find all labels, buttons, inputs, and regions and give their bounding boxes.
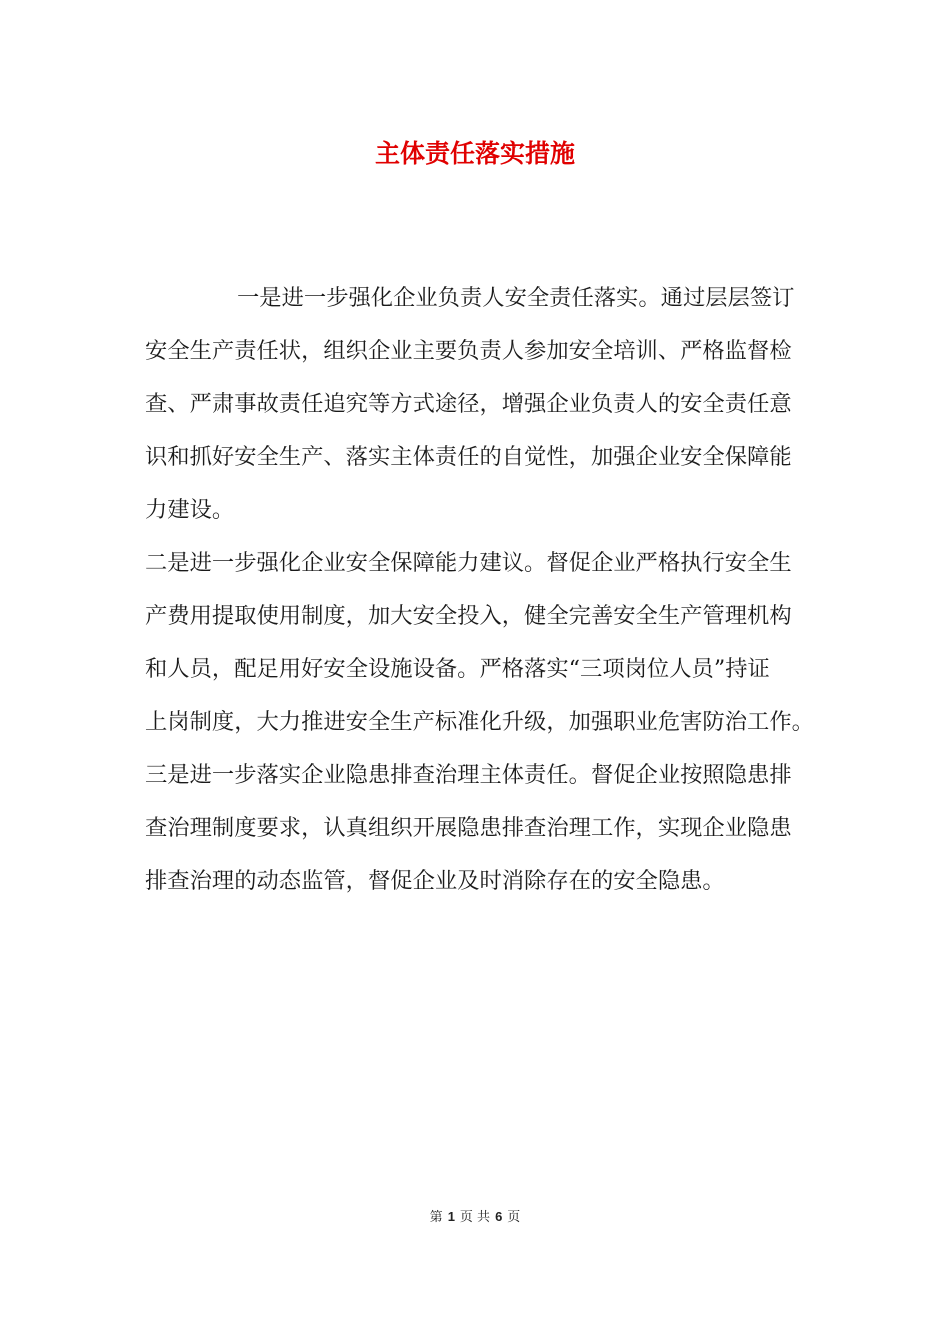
paragraph-line: 一是进一步强化企业负责人安全责任落实。通过层层签订: [237, 285, 795, 311]
footer-middle: 页 共: [459, 1210, 491, 1225]
footer-suffix: 页: [507, 1210, 521, 1225]
total-page-number: 6: [495, 1209, 503, 1224]
current-page-number: 1: [447, 1209, 455, 1224]
paragraph-line: 安全生产责任状，组织企业主要负责人参加安全培训、严格监督检: [145, 338, 792, 364]
paragraph-line: 上岗制度，大力推进安全生产标准化升级，加强职业危害防治工作。: [145, 709, 814, 735]
document-title: 主体责任落实措施: [374, 139, 575, 168]
page-footer: [0, 1207, 950, 1228]
paragraph-line: 和人员，配足用好安全设施设备。严格落实“三项岗位人员”持证: [145, 656, 770, 682]
document-body: [145, 272, 814, 908]
footer-prefix: 第: [429, 1210, 443, 1225]
paragraph-line: 识和抓好安全生产、落实主体责任的自觉性，加强企业安全保障能: [145, 444, 792, 470]
paragraph-line: 二是进一步强化企业安全保障能力建议。督促企业严格执行安全生: [145, 550, 792, 576]
paragraph-line: 查、严肃事故责任追究等方式途径，增强企业负责人的安全责任意: [145, 391, 792, 417]
paragraph-line: 力建设。: [145, 497, 235, 523]
paragraph-line: 查治理制度要求，认真组织开展隐患排查治理工作，实现企业隐患: [145, 815, 792, 841]
paragraph-line: 三是进一步落实企业隐患排查治理主体责任。督促企业按照隐患排: [145, 762, 792, 788]
paragraph-line: 排查治理的动态监管，督促企业及时消除存在的安全隐患。: [145, 868, 725, 894]
paragraph-line: 产费用提取使用制度，加大安全投入，健全完善安全生产管理机构: [145, 603, 792, 629]
